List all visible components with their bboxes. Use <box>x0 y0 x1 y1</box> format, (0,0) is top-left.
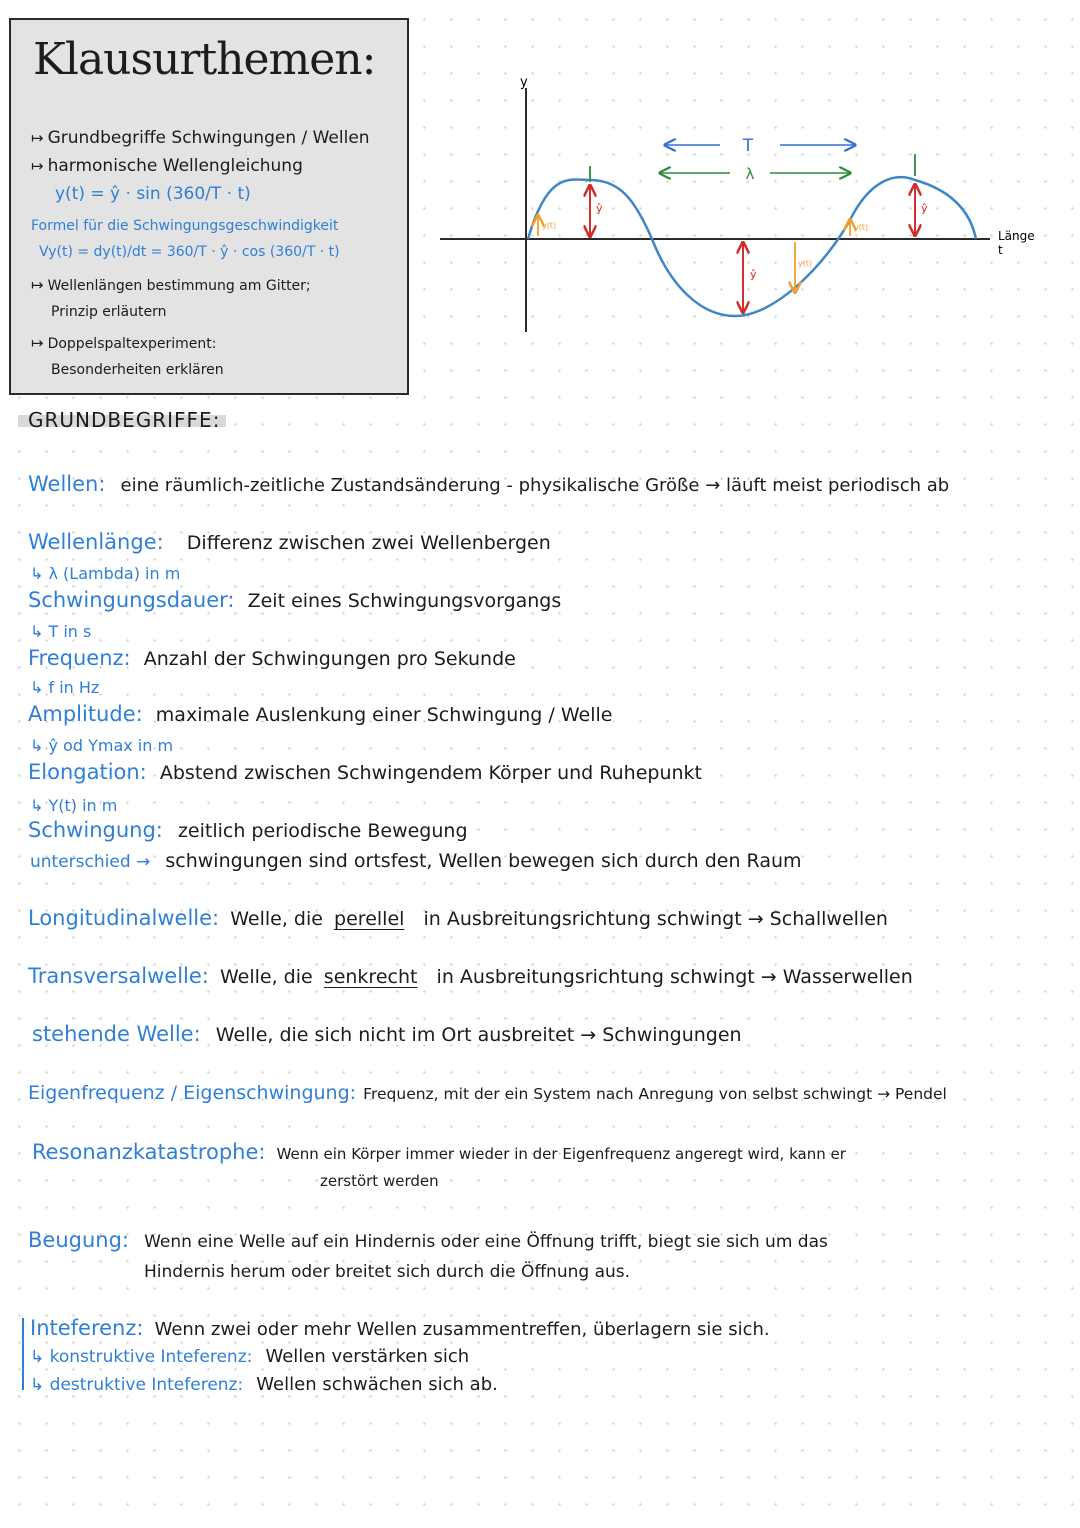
definition-text: zerstört werden <box>320 1172 439 1190</box>
elongation-label: y(t) <box>542 221 557 230</box>
definition-text: Zeit eines Schwingungsvorgangs <box>247 590 562 612</box>
definition-text: Wellen schwächen sich ab. <box>256 1374 498 1395</box>
unit-note: ↳ T in s <box>30 622 92 641</box>
topic-formula: y(t) = ŷ · sin (360/T · t) <box>55 184 251 204</box>
term-label: ↳ konstruktive Inteferenz: <box>30 1347 253 1367</box>
definition-text: Anzahl der Schwingungen pro Sekunde <box>143 648 516 670</box>
definition-text: maximale Auslenkung einer Schwingung / Welle <box>155 704 613 726</box>
definition-destruktiv <box>30 1374 498 1395</box>
definition-text: Wenn eine Welle auf ein Hindernis oder eine Öffnung trifft, biegt sie sich um das <box>144 1232 828 1252</box>
definition-eigenfrequenz <box>28 1082 947 1104</box>
term-label: Transversalwelle: <box>28 964 209 988</box>
definition-schwingung <box>28 818 468 842</box>
definition-frequenz <box>28 646 516 670</box>
definition-text: Welle, die <box>230 908 323 930</box>
amplitude-label: ŷ <box>921 202 928 215</box>
topics-title: Klausurthemen: <box>33 34 376 85</box>
term-label: Elongation: <box>28 760 147 784</box>
definition-transversalwelle <box>28 964 913 988</box>
definition-emphasis: senkrecht <box>323 966 418 988</box>
unit-note: ↳ f in Hz <box>30 678 100 697</box>
definition-interferenz <box>30 1316 770 1340</box>
term-label: Schwingungsdauer: <box>28 588 235 612</box>
term-label: ↳ destruktive Inteferenz: <box>30 1375 244 1395</box>
definition-schwingungsdauer <box>28 588 561 612</box>
term-label: Wellenlänge: <box>28 530 164 554</box>
definition-text: Differenz zwischen zwei Wellenbergen <box>186 532 551 554</box>
definition-text: in Ausbreitungsrichtung schwingt → Wasserwellen <box>436 966 913 988</box>
definition-text: zeitlich periodische Bewegung <box>177 820 468 842</box>
definition-text: Wenn ein Körper immer wieder in der Eigenfrequenz angeregt wird, kann er <box>276 1145 846 1163</box>
topic-formula: Vy(t) = dy(t)/dt = 360/T · ŷ · cos (360/T · t) <box>39 244 340 260</box>
definition-unterschied <box>30 850 802 872</box>
definition-text: Hindernis herum oder breitet sich durch die Öffnung aus. <box>144 1262 631 1282</box>
definition-elongation <box>28 760 702 784</box>
term-label: Wellen: <box>28 472 106 496</box>
topic-item-detail: Prinzip erläutern <box>51 304 167 320</box>
term-label: Frequenz: <box>28 646 131 670</box>
unit-note: ↳ λ (Lambda) in m <box>30 564 181 583</box>
definition-text: Wenn zwei oder mehr Wellen zusammentreffen, überlagern sie sich. <box>154 1319 770 1340</box>
unit-note: ↳ Y(t) in m <box>30 796 118 815</box>
wavelength-label: λ <box>745 165 755 183</box>
topic-item: ↦ harmonische Wellengleichung <box>31 156 303 176</box>
term-label: Resonanzkatastrophe: <box>32 1140 266 1164</box>
definition-longitudinalwelle <box>28 906 888 930</box>
elongation-label: y(t) <box>854 223 869 232</box>
x-axis-sublabel: t <box>998 243 1003 257</box>
topics-box <box>9 18 409 395</box>
definition-text: Abstend zwischen Schwingendem Körper und Ruhepunkt <box>159 762 702 784</box>
elongation-label: y(t) <box>798 259 813 268</box>
topic-item: ↦ Doppelspaltexperiment: <box>31 334 217 352</box>
topic-item: ↦ Grundbegriffe Schwingungen / Wellen <box>31 128 370 148</box>
definition-text: Welle, die <box>219 966 313 988</box>
topic-item: ↦ Wellenlängen bestimmung am Gitter; <box>31 276 311 294</box>
term-label: Longitudinalwelle: <box>28 906 220 930</box>
term-label: Inteferenz: <box>30 1316 144 1340</box>
term-label: Beugung: <box>28 1228 129 1252</box>
definition-text: Welle, die sich nicht im Ort ausbreitet → Schwingungen <box>215 1024 742 1046</box>
definition-stehende-welle <box>32 1022 742 1046</box>
wave-diagram <box>430 60 1050 350</box>
amplitude-label: ŷ <box>750 268 757 281</box>
section-heading: GRUNDBEGRIFFE: <box>18 408 226 432</box>
term-label: Amplitude: <box>28 702 143 726</box>
definition-text: schwingungen sind ortsfest, Wellen bewegen sich durch den Raum <box>165 850 802 872</box>
definition-wellenlaenge <box>28 530 551 554</box>
unit-note: ↳ ŷ od Ymax in m <box>30 736 174 755</box>
definition-text: Frequenz, mit der ein System nach Anregung von selbst schwingt → Pendel <box>363 1085 947 1103</box>
definition-text: Wellen verstärken sich <box>265 1346 470 1367</box>
definition-emphasis: perellel <box>334 908 405 930</box>
term-label: Eigenfrequenz / Eigenschwingung: <box>28 1082 357 1104</box>
definition-amplitude <box>28 702 612 726</box>
definition-text: eine räumlich-zeitliche Zustandsänderung - physikalische Größe → läuft meist periodisch ab <box>120 475 950 496</box>
term-label: unterschied → <box>30 852 151 872</box>
definition-beugung <box>28 1228 828 1252</box>
definition-resonanzkatastrophe <box>32 1140 846 1164</box>
wave-curve <box>528 177 976 316</box>
topic-item-detail: Besonderheiten erklären <box>51 362 224 378</box>
definition-text: in Ausbreitungsrichtung schwingt → Schallwellen <box>423 908 888 930</box>
term-label: Schwingung: <box>28 818 163 842</box>
amplitude-label: ŷ <box>596 202 603 215</box>
bracket-line <box>22 1318 24 1390</box>
term-label: stehende Welle: <box>32 1022 201 1046</box>
definition-wellen <box>28 472 949 496</box>
x-axis-label: Länge <box>998 229 1035 243</box>
period-label: T <box>742 136 754 156</box>
topic-formula-caption: Formel für die Schwingungsgeschwindigkeit <box>31 218 339 234</box>
definition-konstruktiv <box>30 1346 469 1367</box>
y-axis-label: y <box>520 75 528 90</box>
